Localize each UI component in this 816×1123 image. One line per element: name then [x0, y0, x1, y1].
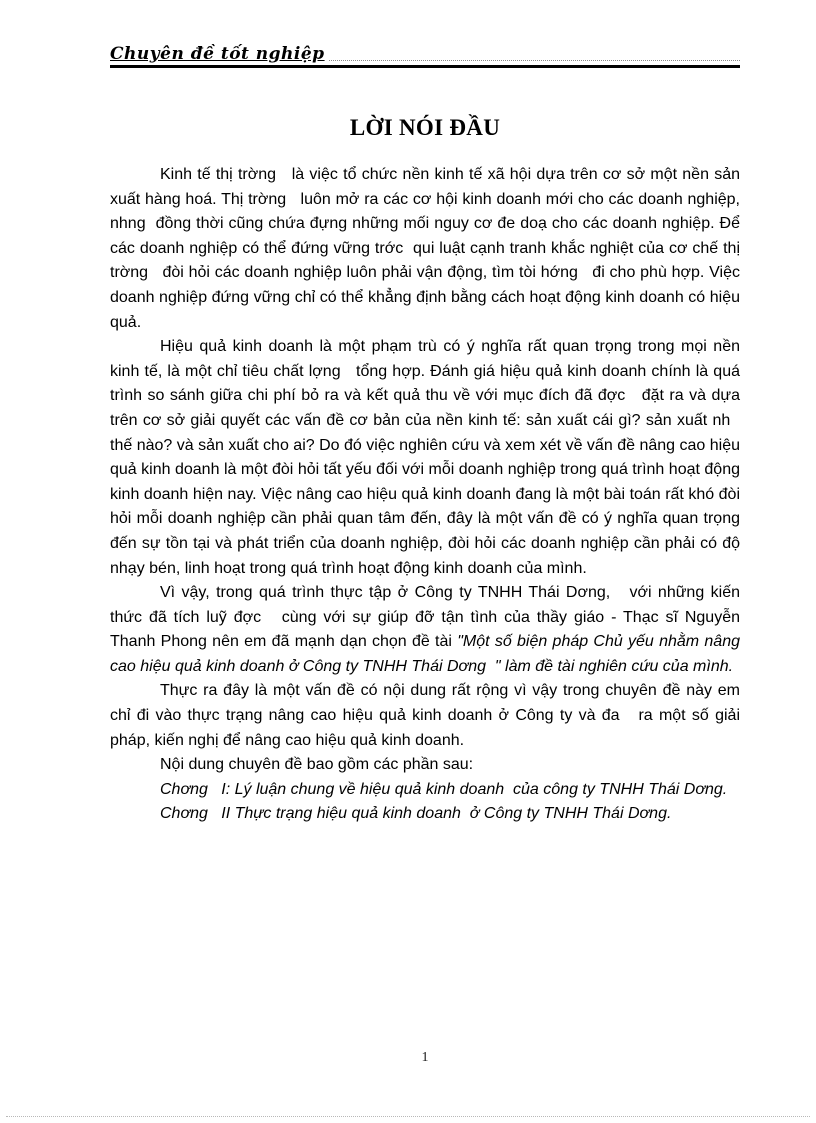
text-run: "Một số biện pháp Chủ yếu nhằm nâng cao hiệu quả kinh doanh ở Công ty TNHH Thái Dơng " làm đề tài nghiên cứu của mình.	[110, 633, 740, 675]
text-run: Thực ra đây là một vấn đề có nội dung rất rộng vì vậy trong chuyên đề này em chỉ đi vào thực trạng nâng cao hiệu quả kinh doanh ở Công ty và đa ra một số giải pháp, kiến nghị để nâng cao hiệu quả kinh doanh.	[110, 682, 740, 749]
text-run: Chơng II Thực trạng hiệu quả kinh doanh ở Công ty TNHH Thái Dơng.	[160, 805, 672, 823]
page-bottom-separator	[6, 1116, 810, 1117]
page-footer	[110, 1050, 740, 1066]
paragraph	[110, 335, 740, 581]
header-dotted-rule	[329, 60, 740, 61]
page-number: 1	[421, 1050, 429, 1065]
text-run: Nội dung chuyên đề bao gồm các phần sau:	[160, 756, 474, 774]
document-body	[110, 163, 740, 827]
page-header	[110, 44, 740, 68]
header-title: Chuyên đề tốt nghiệp	[110, 44, 325, 64]
text-run: Hiệu quả kinh doanh là một phạm trù có ý nghĩa rất quan trọng trong mọi nền kinh tế, là một chỉ tiêu chất lợng tổng hợp. Đánh giá hiệu quả kinh doanh chính là quá trình so sánh giữa chi phí bỏ ra và kết quả thu về với mục đích đã đợc đặt ra và dựa trên cơ sở giải quyết các vấn đề cơ bản của nền kinh tế: sản xuất cái gì? sản xuất nh thế nào? và sản xuất cho ai? Do đó việc nghiên cứu và xem xét về vấn đề nâng cao hiệu quả kinh doanh là một đòi hỏi tất yếu đối với mỗi doanh nghiệp trong quá trình hoạt động kinh doanh hiện nay. Việc nâng cao hiệu quả kinh doanh đang là một bài toán rất khó đòi hỏi mỗi doanh nghiệp cần phải quan tâm đến, đây là một vấn đề có ý nghĩa quan trọng đến sự tồn tại và phát triển của doanh nghiệp, đòi hỏi các doanh nghiệp cần phải có độ nhạy bén, linh hoạt trong quá trình hoạt động kinh doanh của mình.	[110, 338, 740, 577]
text-run: Chơng I: Lý luận chung về hiệu quả kinh doanh của công ty TNHH Thái Dơng.	[160, 780, 728, 798]
paragraph	[110, 778, 740, 803]
page-title: LỜI NÓI ĐẦU	[349, 115, 501, 140]
text-run: Vì vậy, trong quá trình thực tập ở Công ty TNHH Thái Dơng, với những kiến thức đã tích luỹ đợc cùng với sự giúp đỡ tận tình của thầy giáo - Thạc sĩ Nguyễn Thanh Phong nên em đã mạnh dạn chọn đề tài	[110, 584, 740, 651]
paragraph	[110, 163, 740, 335]
paragraph	[110, 581, 740, 679]
text-run: Kinh tế thị trờng là việc tổ chức nền kinh tế xã hội dựa trên cơ sở một nền sản xuất hàng hoá. Thị trờng luôn mở ra các cơ hội kinh doanh mới cho các doanh nghiệp, nhng đồng thời cũng chứa đựng những mối nguy cơ đe doạ cho các doanh nghiệp. Để các doanh nghiệp có thể đứng vững trớc qui luật cạnh tranh khắc nghiệt của cơ chế thị trờng đòi hỏi các doanh nghiệp luôn phải vận động, tìm tòi hớng đi cho phù hợp. Việc doanh nghiệp đứng vững chỉ có thể khẳng định bằng cách hoạt động kinh doanh có hiệu quả.	[110, 166, 740, 331]
paragraph	[110, 753, 740, 778]
paragraph	[110, 802, 740, 827]
paragraph	[110, 679, 740, 753]
